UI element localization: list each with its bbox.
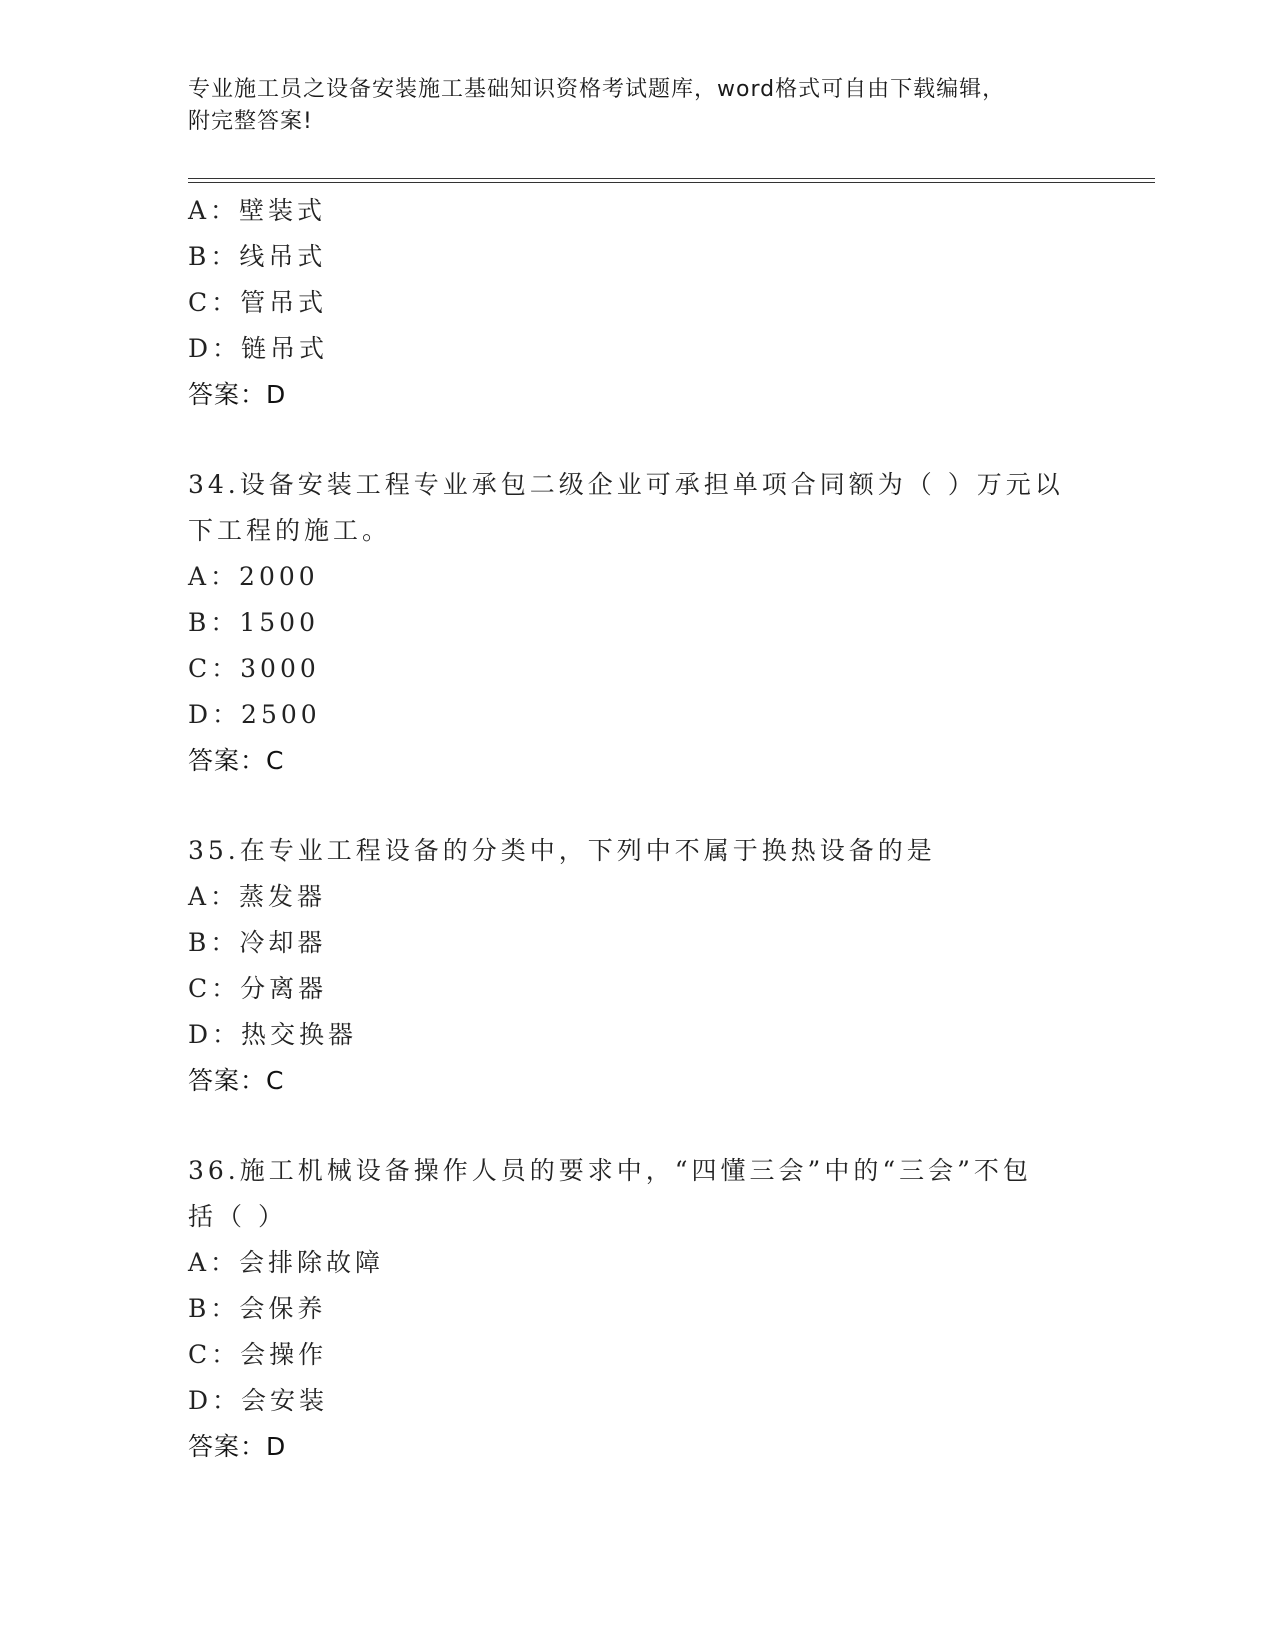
question-34 bbox=[188, 462, 1088, 784]
question-text-line-2: 括（ ） bbox=[188, 1202, 287, 1231]
answer: 答案：C bbox=[188, 746, 285, 775]
answer: 答案：D bbox=[188, 380, 287, 409]
option-d: D：2500 bbox=[188, 700, 321, 729]
question-33 bbox=[188, 188, 1088, 418]
question-text-line-1: 36.施工机械设备操作人员的要求中，“四懂三会”中的“三会”不包 bbox=[188, 1156, 1032, 1185]
option-c: C：3000 bbox=[188, 654, 320, 683]
header-divider bbox=[188, 178, 1155, 183]
header-line-2: 附完整答案! bbox=[188, 109, 313, 134]
question-text-line-1: 34.设备安装工程专业承包二级企业可承担单项合同额为（ ）万元以 bbox=[188, 470, 1064, 499]
question-36 bbox=[188, 1148, 1088, 1470]
option-b: B：会保养 bbox=[188, 1294, 327, 1323]
option-b: B：1500 bbox=[188, 608, 319, 637]
header-line-1: 专业施工员之设备安装施工基础知识资格考试题库，word格式可自由下载编辑， bbox=[188, 77, 1006, 102]
option-c: C：分离器 bbox=[188, 974, 328, 1003]
option-a: A：2000 bbox=[188, 562, 319, 591]
option-b: B：冷却器 bbox=[188, 928, 327, 957]
option-c: C：管吊式 bbox=[188, 288, 328, 317]
answer: 答案：C bbox=[188, 1066, 285, 1095]
option-c: C：会操作 bbox=[188, 1340, 328, 1369]
question-text-line-1: 35.在专业工程设备的分类中，下列中不属于换热设备的是 bbox=[188, 836, 936, 865]
option-d: D：会安装 bbox=[188, 1386, 329, 1415]
document-header bbox=[188, 74, 1068, 138]
option-a: A：壁装式 bbox=[188, 196, 327, 225]
option-a: A：会排除故障 bbox=[188, 1248, 385, 1277]
option-d: D：链吊式 bbox=[188, 334, 329, 363]
answer: 答案：D bbox=[188, 1432, 287, 1461]
question-list bbox=[188, 188, 1088, 1470]
option-a: A：蒸发器 bbox=[188, 882, 327, 911]
question-35 bbox=[188, 828, 1088, 1104]
question-text-line-2: 下工程的施工。 bbox=[188, 516, 392, 545]
option-b: B：线吊式 bbox=[188, 242, 327, 271]
option-d: D：热交换器 bbox=[188, 1020, 358, 1049]
